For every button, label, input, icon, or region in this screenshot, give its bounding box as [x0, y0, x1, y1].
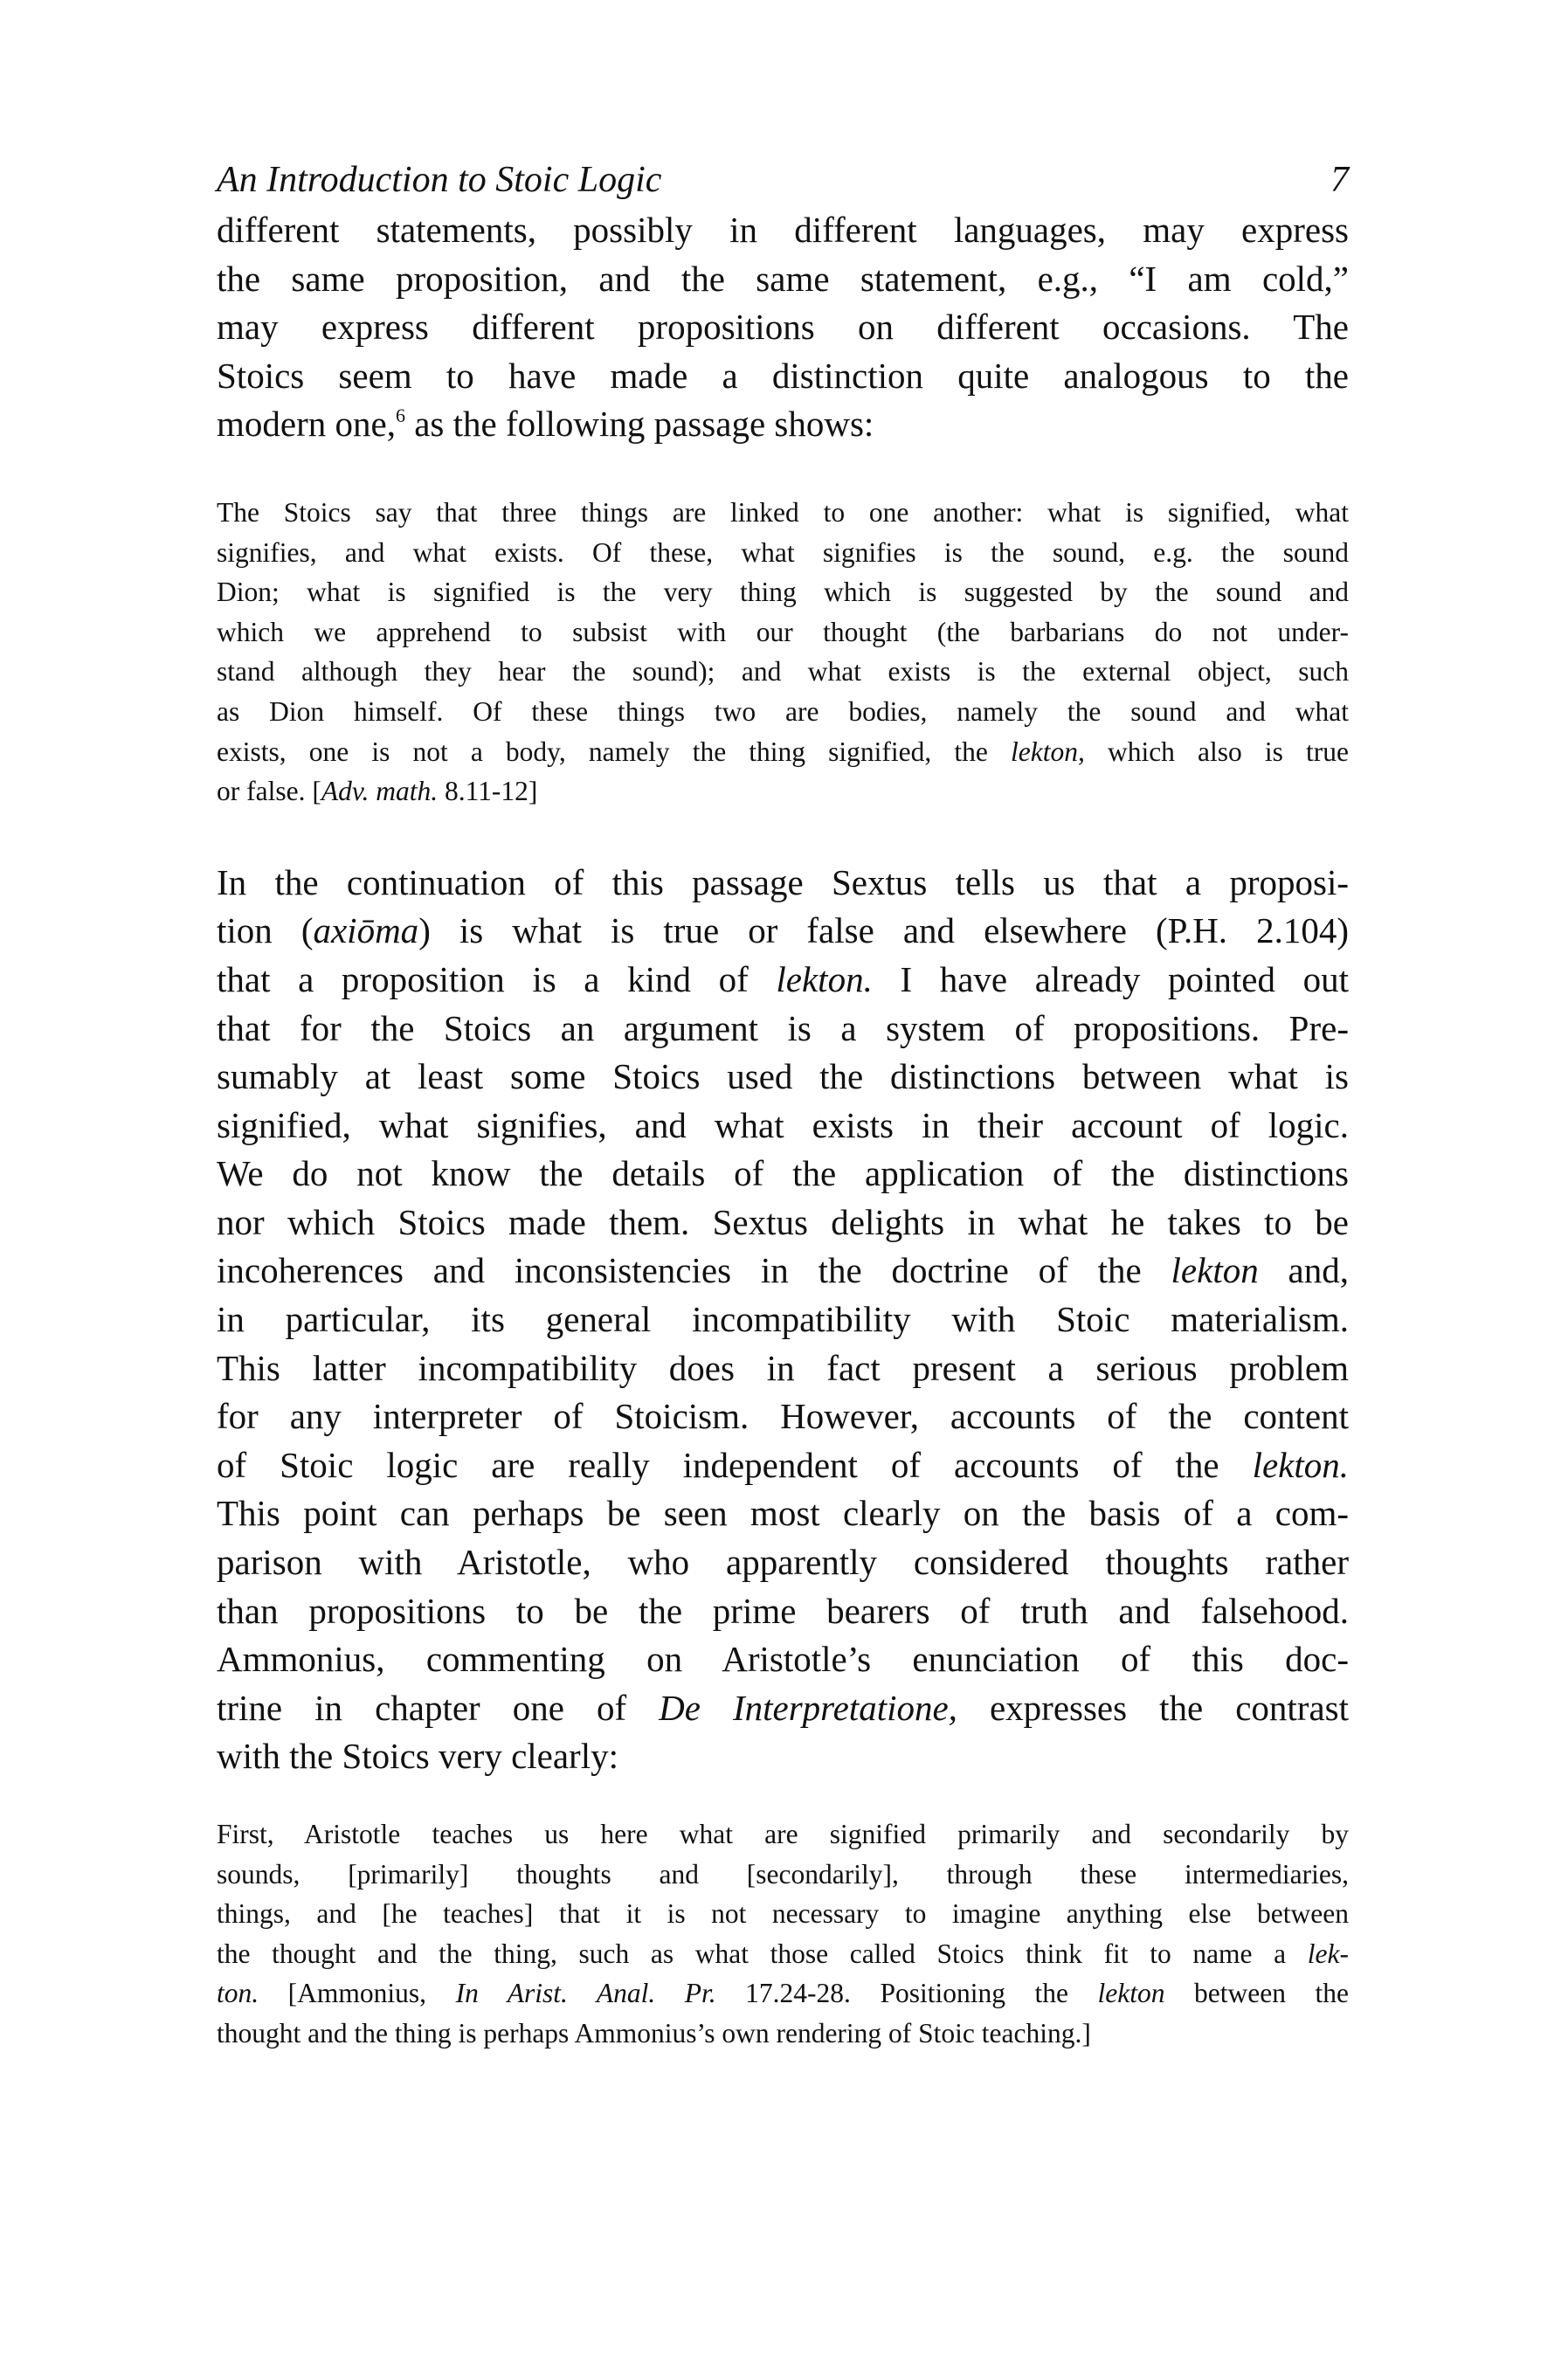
text-segment: modern one,: [217, 404, 396, 445]
text-line: Stoics seem to have made a distinction quite analogous to the: [217, 355, 1349, 396]
italic-title: De Interpretatione,: [659, 1687, 957, 1728]
text-line: may express different propositions on different occasions. The: [217, 307, 1349, 348]
text-line: parison with Aristotle, who apparently considered thoughts rather: [217, 1542, 1349, 1583]
quote-line: as Dion himself. Of these things two are bodies, namely the sound and what: [217, 695, 1349, 727]
italic-term: ton.: [217, 1978, 259, 2009]
quote-line: things, and [he teaches] that it is not necessary to imagine anything else between: [217, 1898, 1349, 1930]
citation-italic: Adv. math.: [321, 776, 439, 807]
italic-term: lekton.: [776, 958, 873, 999]
text-line: different statements, possibly in different languages, may express: [217, 210, 1349, 250]
text-line: [217, 907, 1349, 956]
text-segment: trine in chapter one of: [217, 1687, 660, 1728]
block-quote-1: [217, 493, 1349, 812]
quote-line: [217, 1973, 1349, 2014]
text-segment: which also is true: [1084, 736, 1349, 767]
text-line: This point can perhaps be seen most clearly on the basis of a com-: [217, 1493, 1349, 1534]
text-segment: [Ammonius,: [259, 1978, 456, 2009]
text-segment: ) is what is true or false and elsewhere (P.H. 2.104): [418, 910, 1349, 951]
text-line: This latter incompatibility does in fact present a serious problem: [217, 1347, 1349, 1388]
italic-term: lekton: [1097, 1978, 1165, 2009]
text-segment: 8.11-12]: [438, 776, 538, 807]
quote-line: Dion; what is signified is the very thing which is suggested by the sound and: [217, 577, 1349, 608]
quote-line: which we apprehend to subsist with our thought (the barbarians do not under-: [217, 616, 1349, 647]
quote-line: [217, 1934, 1349, 1974]
text-line: [217, 1247, 1349, 1296]
text-segment: that a proposition is a kind of: [217, 958, 777, 999]
running-head: [217, 155, 1349, 204]
text-segment: expresses the contrast: [957, 1687, 1349, 1728]
text-line: the same proposition, and the same statement, e.g., “I am cold,”: [217, 258, 1349, 299]
text-line: Ammonius, commenting on Aristotle’s enunciation of this doc-: [217, 1639, 1349, 1680]
quote-line: [217, 771, 1349, 812]
text-line: in particular, its general incompatibility with Stoic materialism.: [217, 1299, 1349, 1340]
text-segment: as the following passage shows:: [404, 404, 874, 445]
quote-line: thought and the thing is perhaps Ammonius’s own rendering of Stoic teaching.]: [217, 2017, 1091, 2049]
text-line: [217, 956, 1349, 1005]
text-segment: and,: [1258, 1250, 1349, 1291]
italic-term: axiōma: [313, 910, 419, 951]
text-line: than propositions to be the prime bearers of truth and falsehood.: [217, 1590, 1349, 1631]
text-line: signified, what signifies, and what exists in their account of logic.: [217, 1104, 1349, 1145]
quote-line: [217, 732, 1349, 772]
text-line: sumably at least some Stoics used the distinctions between what is: [217, 1056, 1349, 1097]
text-segment: the thought and the thing, such as what those called Stoics think fit to name a: [217, 1938, 1308, 1969]
text-line: nor which Stoics made them. Sextus delights in what he takes to be: [217, 1201, 1349, 1242]
text-line: [217, 1684, 1349, 1733]
text-line: We do not know the details of the application of the distinctions: [217, 1153, 1349, 1194]
text-segment: I have already pointed out: [872, 958, 1349, 999]
quote-line: sounds, [primarily] thoughts and [secondarily], through these intermediaries,: [217, 1858, 1349, 1890]
book-page: [217, 155, 1349, 2054]
footnote-reference: 6: [395, 404, 405, 427]
page-number: 7: [1330, 160, 1349, 200]
text-segment: between the: [1164, 1978, 1349, 2009]
text-segment: tion (: [217, 910, 314, 951]
italic-term: lekton,: [1010, 736, 1085, 767]
text-line: with the Stoics very clearly:: [217, 1736, 618, 1777]
text-line: for any interpreter of Stoicism. However, accounts of the content: [217, 1396, 1349, 1437]
citation-italic: In Arist. Anal. Pr.: [455, 1978, 716, 2009]
quote-line: stand although they hear the sound); and what exists is the external object, such: [217, 656, 1349, 687]
text-segment: 17.24-28. Positioning the: [715, 1978, 1098, 2009]
text-line: In the continuation of this passage Sextus tells us that a proposi-: [217, 861, 1349, 902]
paragraph-1: [217, 206, 1349, 449]
italic-term: lekton.: [1252, 1444, 1349, 1485]
text-segment: exists, one is not a body, namely the thing signified, the: [217, 736, 1011, 767]
text-segment: of Stoic logic are really independent of accounts of the: [217, 1444, 1253, 1485]
text-segment: incoherences and inconsistencies in the doctrine of the: [217, 1250, 1171, 1291]
text-line: [217, 1441, 1349, 1490]
quote-line: First, Aristotle teaches us here what are signified primarily and secondarily by: [217, 1819, 1349, 1849]
italic-term: lek-: [1307, 1938, 1349, 1969]
quote-line: The Stoics say that three things are linked to one another: what is signified, what: [217, 496, 1349, 528]
block-quote-2: [217, 1814, 1349, 2054]
italic-term: lekton: [1171, 1250, 1259, 1291]
text-line: [217, 400, 1349, 449]
quote-line: signifies, and what exists. Of these, what signifies is the sound, e.g. the sound: [217, 536, 1349, 568]
text-segment: or false. [: [217, 776, 321, 807]
paragraph-2: [217, 859, 1349, 1781]
text-line: that for the Stoics an argument is a system of propositions. Pre-: [217, 1007, 1349, 1048]
running-head-title: An Introduction to Stoic Logic: [217, 160, 662, 200]
